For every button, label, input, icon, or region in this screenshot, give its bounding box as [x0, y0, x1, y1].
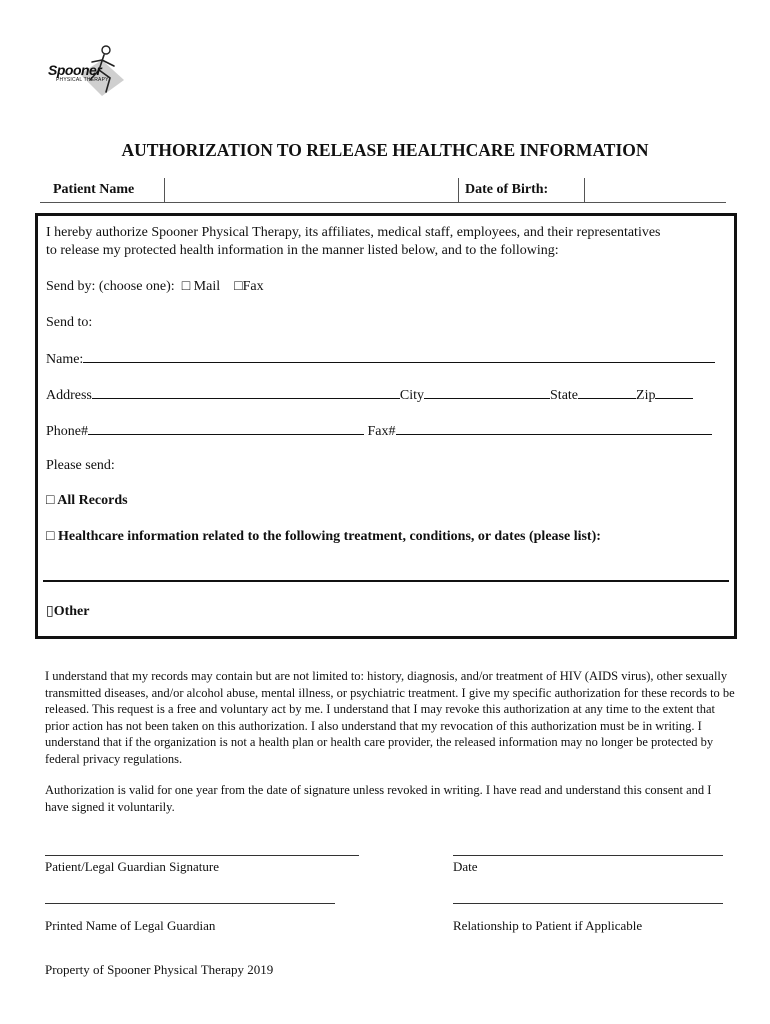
- phone-field[interactable]: [88, 422, 364, 435]
- address-field[interactable]: [92, 386, 400, 399]
- city-label: City: [399, 388, 425, 403]
- printed-name-line[interactable]: [45, 903, 335, 904]
- patient-info-row: [40, 178, 726, 203]
- relationship-line[interactable]: [453, 903, 723, 904]
- patient-name-field[interactable]: [166, 178, 456, 202]
- logo-wordmark: Spooner: [48, 62, 102, 78]
- list-entry-line[interactable]: [43, 580, 729, 582]
- checkbox-icon: □: [46, 493, 55, 508]
- authorize-line-2: to release my protected health information in the manner listed below, and to the following:: [46, 243, 559, 258]
- date-line[interactable]: [453, 855, 723, 856]
- phone-row: [46, 422, 712, 440]
- all-records-option[interactable]: [46, 493, 128, 509]
- patient-signature-label: Patient/Legal Guardian Signature: [45, 859, 220, 874]
- please-send-label: Please send:: [46, 458, 115, 473]
- other-option[interactable]: [46, 603, 89, 620]
- city-field[interactable]: [424, 386, 550, 399]
- send-by-label: Send by: (choose one):: [46, 279, 175, 294]
- fax-checkbox[interactable]: □Fax: [234, 279, 264, 294]
- state-label: State: [550, 388, 579, 403]
- dob-label: Date of Birth:: [465, 182, 549, 197]
- healthcare-info-label: Healthcare information related to the following treatment, conditions, or dates (please list):: [57, 529, 601, 544]
- date-label: Date: [453, 859, 478, 874]
- relationship-label: Relationship to Patient if Applicable: [453, 918, 643, 933]
- divider: [584, 178, 585, 202]
- fax-label: Fax#: [367, 424, 396, 439]
- divider: [164, 178, 165, 202]
- authorize-line-1: I hereby authorize Spooner Physical Therapy, its affiliates, medical staff, employees, and their representatives: [46, 225, 661, 240]
- printed-name-label: Printed Name of Legal Guardian: [45, 918, 216, 933]
- mail-checkbox[interactable]: □ Mail: [181, 279, 221, 294]
- send-to-label: Send to:: [46, 315, 93, 330]
- page-title: AUTHORIZATION TO RELEASE HEALTHCARE INFORMATION: [121, 140, 649, 160]
- fax-field[interactable]: [396, 422, 712, 435]
- divider: [458, 178, 459, 202]
- name-row: [46, 350, 715, 368]
- send-by-row: [46, 279, 264, 295]
- address-row: [46, 386, 693, 404]
- phone-label: Phone#: [46, 424, 88, 439]
- other-label: Other: [53, 604, 90, 619]
- logo-subtitle: PHYSICAL THERAPY: [56, 77, 109, 83]
- zip-field[interactable]: [655, 386, 693, 399]
- name-label: Name:: [46, 352, 84, 367]
- zip-label: Zip: [636, 388, 656, 403]
- dob-field[interactable]: [586, 178, 726, 202]
- footer-property: Property of Spooner Physical Therapy 2019: [45, 962, 274, 977]
- all-records-label: All Records: [57, 493, 128, 508]
- authorization-box: [35, 213, 737, 639]
- spooner-logo: [44, 40, 134, 100]
- name-field[interactable]: [83, 350, 715, 363]
- patient-name-label: Patient Name: [53, 182, 135, 197]
- patient-signature-line[interactable]: [45, 855, 359, 856]
- validity-paragraph: Authorization is valid for one year from the date of signature unless revoked in writing. I have read and understand this consent and I have signed it voluntarily.: [45, 783, 712, 814]
- checkbox-icon: □: [46, 529, 55, 544]
- state-field[interactable]: [578, 386, 636, 399]
- address-label: Address: [46, 388, 92, 403]
- understanding-paragraph: I understand that my records may contain but are not limited to: history, diagnosis, and/or treatment of HIV (AIDS virus), other sexually transmitted diseases, and/or alcohol abuse, mental illness, or psychiatric treatment. I give my specific authorization for these records to be released. This request is a free and voluntary act by me. I understand that I may revoke this authorization at any time to the extent that prior action has not been taken on this authorization. I also understand that my revocation of this authorization must be in writing. I understand that if the organization is not a health plan or health care provider, the released information may no longer be protected by federal privacy regulations.: [45, 669, 735, 766]
- checkbox-icon: ▯: [46, 604, 54, 619]
- healthcare-info-option[interactable]: [46, 529, 601, 545]
